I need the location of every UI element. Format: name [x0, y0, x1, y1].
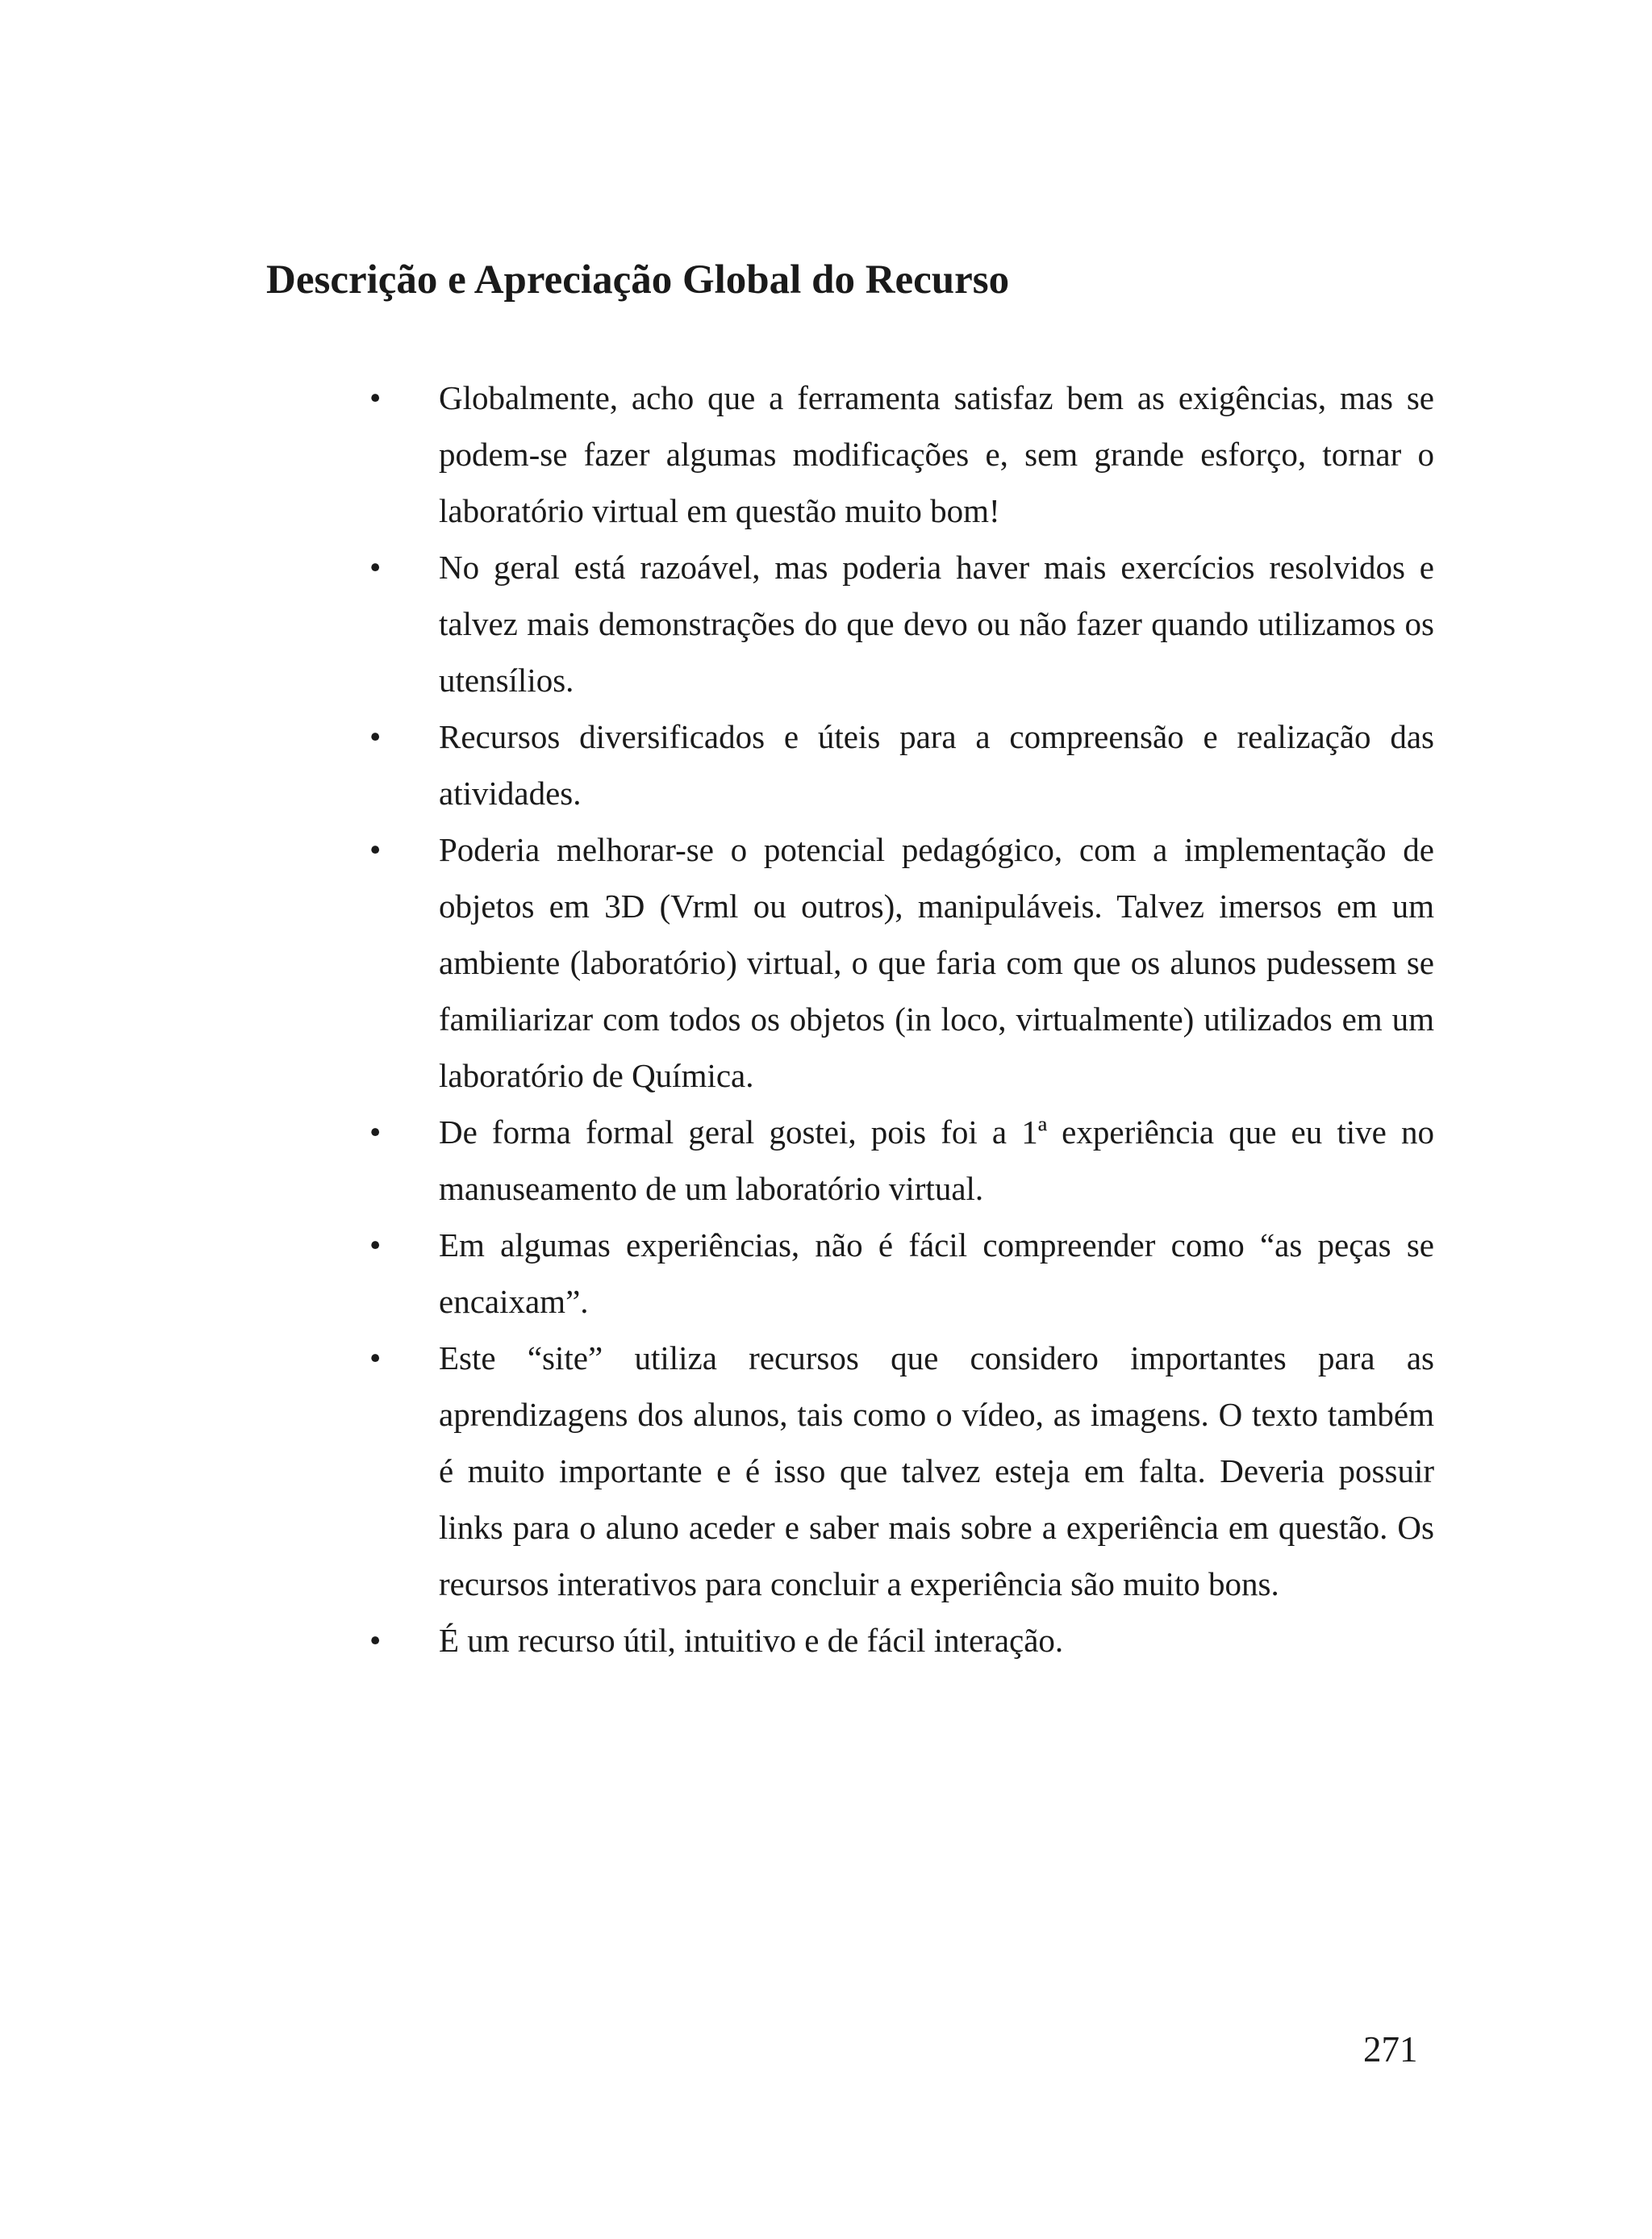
page-number: 271 — [1363, 2029, 1418, 2070]
list-item-text: Em algumas experiências, não é fácil compreender como “as peças se encaixam”. — [439, 1226, 1434, 1320]
list-item — [363, 708, 1434, 821]
bullet-icon: • — [369, 549, 382, 586]
bullet-icon: • — [369, 1622, 382, 1659]
list-item-text: É um recurso útil, intuitivo e de fácil interação. — [439, 1622, 1064, 1659]
list-item-text: No geral está razoável, mas poderia haver mais exercícios resolvidos e talvez mais demonstrações do que devo ou não fazer quando utilizamos os utensílios. — [439, 549, 1434, 699]
list-item — [363, 821, 1434, 1104]
list-item — [363, 1612, 1434, 1669]
bullet-icon: • — [369, 718, 382, 755]
list-item — [363, 1217, 1434, 1330]
list-item-text: De forma formal geral gostei, pois foi a 1ª experiência que eu tive no manuseamento de um laboratório virtual. — [439, 1113, 1434, 1207]
bullet-icon: • — [369, 1339, 382, 1376]
list-item — [363, 1104, 1434, 1217]
bullet-list — [363, 370, 1434, 1669]
bullet-icon: • — [369, 1113, 382, 1151]
bullet-icon: • — [369, 1226, 382, 1264]
list-item — [363, 370, 1434, 539]
list-item-text: Poderia melhorar-se o potencial pedagógico, com a implementação de objetos em 3D (Vrml ou outros), manipuláveis. Talvez imersos em um ambiente (laboratório) virtual, o que faria com que os alunos pudessem se familiarizar com todos os objetos (in loco, virtualmente) utilizados em um laboratório de Química. — [439, 831, 1434, 1094]
bullet-icon: • — [369, 379, 382, 416]
list-item-text: Recursos diversificados e úteis para a compreensão e realização das atividades. — [439, 718, 1434, 812]
list-item — [363, 1330, 1434, 1612]
list-item — [363, 539, 1434, 708]
section-title: Descrição e Apreciação Global do Recurso — [266, 257, 1010, 303]
list-item-text: Globalmente, acho que a ferramenta satisfaz bem as exigências, mas se podem-se fazer algumas modificações e, sem grande esforço, tornar o laboratório virtual em questão muito bom! — [439, 379, 1434, 529]
list-item-text: Este “site” utiliza recursos que considero importantes para as aprendizagens dos alunos, tais como o vídeo, as imagens. O texto também é muito importante e é isso que talvez esteja em falta. Deveria possuir links para o aluno aceder e saber mais sobre a experiência em questão. Os recursos interativos para concluir a experiência são muito bons. — [439, 1339, 1434, 1602]
bullet-icon: • — [369, 831, 382, 868]
